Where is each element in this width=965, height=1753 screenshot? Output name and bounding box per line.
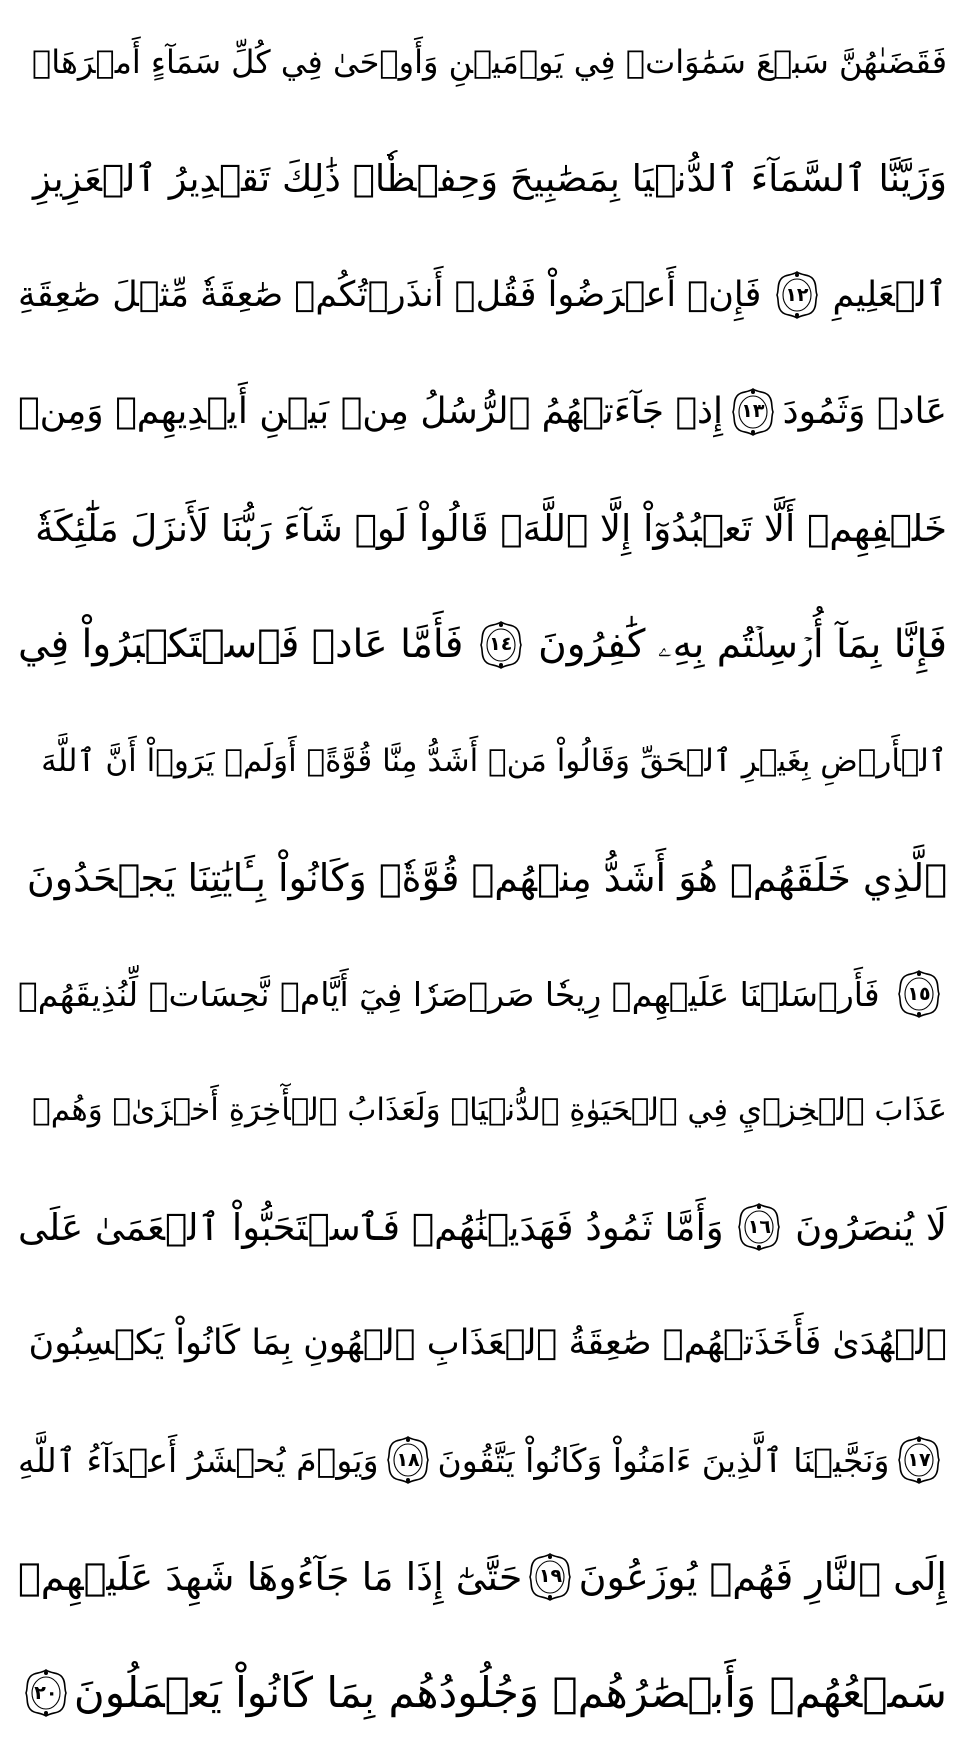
verse-text: إِذۡ جَآءَتۡهُمُ ٱلرُّسُلُ مِنۢ بَيۡنِ أَيۡدِيهِمۡ وَمِنۡ (18, 390, 724, 432)
ayah-number: ١٨ (396, 1448, 420, 1471)
ayah-number: ١٥ (907, 982, 931, 1005)
text-line (18, 1286, 947, 1403)
ayah-number: ١٤ (489, 633, 513, 656)
ayah-number-marker (897, 969, 941, 1019)
ayah-number: ١٦ (747, 1215, 771, 1238)
ayah-number-marker (386, 1435, 430, 1485)
verse-text: حَتَّىٰٓ إِذَا مَا جَآءُوهَا شَهِدَ عَلَيۡهِمۡ (18, 1554, 523, 1599)
verse-text: لَا يُنصَرُونَ (795, 1205, 947, 1249)
verse-text: وَزَيَّنَّا ٱلسَّمَآءَ ٱلدُّنۡيَا بِمَصَٰبِيحَ وَحِفۡظٗاۚ ذَٰلِكَ تَقۡدِيرُ ٱلۡعَزِيزِ (32, 157, 947, 201)
verse-text: إِلَى ٱلنَّارِ فَهُمۡ يُوزَعُونَ (578, 1554, 947, 1599)
text-line (18, 587, 947, 704)
text-line (18, 703, 947, 820)
ayah-number-marker (775, 270, 819, 320)
text-line (18, 820, 947, 937)
verse-text: عَذَابَ ٱلۡخِزۡيِ فِي ٱلۡحَيَوٰةِ ٱلدُّنۡيَاۖ وَلَعَذَابُ ٱلۡأٓخِرَةِ أَخۡزَىٰۖ وَهُمۡ (32, 1092, 947, 1129)
ayah-number-marker (479, 620, 523, 670)
text-line (18, 1053, 947, 1170)
text-line (18, 470, 947, 587)
verse-text: فَأَرۡسَلۡنَا عَلَيۡهِمۡ رِيحٗا صَرۡصَرٗا فِيٓ أَيَّامٖ نَّحِسَاتٖ لِّنُذِيقَهُمۡ (18, 974, 880, 1014)
text-line (18, 354, 947, 471)
ayah-number-marker (24, 1668, 68, 1718)
text-line (18, 1519, 947, 1636)
verse-text: فَإِنَّا بِمَآ أُرۡسِلۡتُم بِهِۦ كَٰفِرُونَ (538, 622, 947, 668)
ayah-number: ١٩ (538, 1565, 563, 1588)
ayah-number-marker (737, 1202, 781, 1252)
text-line (18, 121, 947, 238)
verse-text: عَادٖ وَثَمُودَ (782, 390, 947, 432)
verse-text: ٱلۡأَرۡضِ بِغَيۡرِ ٱلۡحَقِّ وَقَالُواْ مَنۡ أَشَدُّ مِنَّا قُوَّةًۖ أَوَلَمۡ يَرَوۡاْ أَنَّ ٱللَّهَ (41, 742, 947, 779)
verse-text: وَأَمَّا ثَمُودُ فَهَدَيۡنَٰهُمۡ فَٱسۡتَحَبُّواْ ٱلۡعَمَىٰ عَلَى (18, 1205, 724, 1249)
verse-text: ٱلۡعَلِيمِ (832, 274, 947, 315)
ayah-number: ٢٠ (34, 1681, 58, 1704)
ayah-number: ١٧ (907, 1448, 931, 1471)
ayah-number-marker (897, 1435, 941, 1485)
verse-text: ٱلَّذِي خَلَقَهُمۡ هُوَ أَشَدُّ مِنۡهُمۡ قُوَّةٗۖ وَكَانُواْ بِـَٔايَٰتِنَا يَجۡحَدُونَ (26, 855, 947, 900)
verse-text: فَإِنۡ أَعۡرَضُواْ فَقُلۡ أَنذَرۡتُكُمۡ صَٰعِقَةٗ مِّثۡلَ صَٰعِقَةِ (18, 274, 762, 315)
ayah-number: ١٢ (785, 283, 809, 306)
text-line (18, 1402, 947, 1519)
text-line (18, 1635, 947, 1752)
text-line (18, 237, 947, 354)
verse-text: فَقَضَىٰهُنَّ سَبۡعَ سَمَٰوَاتٖ فِي يَوۡمَيۡنِ وَأَوۡحَىٰ فِي كُلِّ سَمَآءٍ أَمۡرَهَاۚ (32, 43, 947, 82)
verse-text: وَيَوۡمَ يُحۡشَرُ أَعۡدَآءُ ٱللَّهِ (18, 1440, 379, 1480)
text-line (18, 936, 947, 1053)
verse-text: وَنَجَّيۡنَا ٱلَّذِينَ ءَامَنُواْ وَكَانُواْ يَتَّقُونَ (437, 1440, 890, 1480)
verse-text: خَلۡفِهِمۡ أَلَّا تَعۡبُدُوٓاْ إِلَّا ٱللَّهَۖ قَالُواْ لَوۡ شَآءَ رَبُّنَا لَأَنزَلَ مَلَٰٓئِكَةٗ (35, 506, 947, 550)
verse-text: سَمۡعُهُمۡ وَأَبۡصَٰرُهُمۡ وَجُلُودُهُم بِمَا كَانُواْ يَعۡمَلُونَ (73, 1668, 947, 1718)
text-line (18, 4, 947, 121)
ayah-number-marker (528, 1552, 572, 1602)
text-line (18, 1169, 947, 1286)
verse-text: ٱلۡهُدَىٰ فَأَخَذَتۡهُمۡ صَٰعِقَةُ ٱلۡعَذَابِ ٱلۡهُونِ بِمَا كَانُواْ يَكۡسِبُونَ (28, 1323, 947, 1364)
ayah-number-marker (731, 387, 775, 437)
ayah-number: ١٣ (741, 400, 765, 423)
verse-text: فَأَمَّا عَادٞ فَٱسۡتَكۡبَرُواْ فِي (18, 622, 464, 668)
